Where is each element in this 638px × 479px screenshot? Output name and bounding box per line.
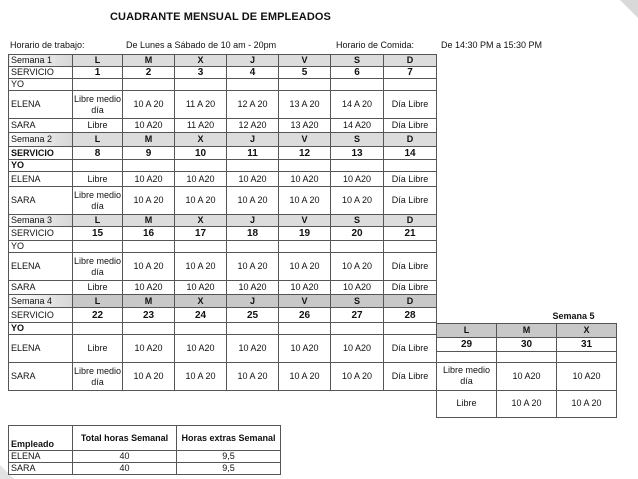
sara-shift-cell: 10 A 20 xyxy=(279,363,331,391)
sara-shift-cell: Día Libre xyxy=(384,281,437,295)
sheet-title: CUADRANTE MENSUAL DE EMPLEADOS xyxy=(110,11,331,23)
empty-cell xyxy=(331,323,384,335)
summary-header-total: Total horas Semanal xyxy=(73,426,177,451)
elena-shift-cell: 10 A 20 xyxy=(331,253,384,281)
day-header: S xyxy=(331,55,384,67)
summary-extra-hours: 9,5 xyxy=(177,451,281,463)
date-cell: 2 xyxy=(123,67,175,79)
day-header: D xyxy=(384,55,437,67)
date-cell: 6 xyxy=(331,67,384,79)
date-cell: 14 xyxy=(384,147,437,160)
empty-cell xyxy=(279,79,331,91)
date-cell: 27 xyxy=(331,308,384,323)
elena-shift-cell: 10 A20 xyxy=(123,172,175,187)
row-label-sara: SARA xyxy=(9,119,73,133)
empty-cell xyxy=(279,241,331,253)
row-label-sara: SARA xyxy=(9,187,73,215)
elena-shift-cell: 14 A 20 xyxy=(331,91,384,119)
day-header: S xyxy=(331,215,384,227)
date-cell: 3 xyxy=(175,67,227,79)
sara-shift-cell: Libre xyxy=(73,281,123,295)
week-label: Semana 4 xyxy=(9,295,73,308)
sara-shift-cell: 10 A20 xyxy=(331,281,384,295)
elena-shift-cell: 10 A20 xyxy=(279,172,331,187)
sara-shift-cell: 14 A20 xyxy=(331,119,384,133)
sara-shift-cell: 10 A 20 xyxy=(123,187,175,215)
empty-cell xyxy=(123,160,175,172)
summary-total-hours: 40 xyxy=(73,451,177,463)
elena-shift-cell: 10 A20 xyxy=(331,172,384,187)
day-header: V xyxy=(279,55,331,67)
week5-day-header: X xyxy=(557,323,617,337)
date-cell: 26 xyxy=(279,308,331,323)
sara-shift-cell: Día Libre xyxy=(384,187,437,215)
empty-cell xyxy=(123,79,175,91)
day-header: L xyxy=(73,215,123,227)
elena-shift-cell: Libre medio día xyxy=(73,253,123,281)
sara-shift-cell: 10 A 20 xyxy=(227,363,279,391)
row-label-servicio: SERVICIO xyxy=(9,147,73,160)
elena-shift-cell: 10 A20 xyxy=(331,335,384,363)
sara-shift-cell: 10 A20 xyxy=(227,281,279,295)
day-header: D xyxy=(384,215,437,227)
elena-shift-cell: 12 A 20 xyxy=(227,91,279,119)
date-cell: 4 xyxy=(227,67,279,79)
summary-employee-name: SARA xyxy=(9,463,73,475)
summary-header-extra: Horas extras Semanal xyxy=(177,426,281,451)
summary-extra-hours: 9,5 xyxy=(177,463,281,475)
summary-total-hours: 40 xyxy=(73,463,177,475)
date-cell: 1 xyxy=(73,67,123,79)
empty-cell xyxy=(227,79,279,91)
day-header: D xyxy=(384,295,437,308)
day-header: J xyxy=(227,295,279,308)
summary-employee-name: ELENA xyxy=(9,451,73,463)
week5-day-header: M xyxy=(497,323,557,337)
sara-shift-cell: 10 A 20 xyxy=(331,363,384,391)
date-cell: 9 xyxy=(123,147,175,160)
day-header: V xyxy=(279,133,331,147)
week5-sara-cell: Libre xyxy=(437,390,497,417)
row-label-servicio: SERVICIO xyxy=(9,67,73,79)
elena-shift-cell: 10 A20 xyxy=(175,172,227,187)
elena-shift-cell: 10 A20 xyxy=(227,335,279,363)
empty-cell xyxy=(384,241,437,253)
sara-shift-cell: 12 A20 xyxy=(227,119,279,133)
sara-shift-cell: 10 A20 xyxy=(123,281,175,295)
elena-shift-cell: Día Libre xyxy=(384,253,437,281)
day-header: M xyxy=(123,55,175,67)
empty-cell xyxy=(384,79,437,91)
empty-cell xyxy=(384,323,437,335)
day-header: S xyxy=(331,133,384,147)
schedule-grid xyxy=(8,54,437,391)
date-cell: 28 xyxy=(384,308,437,323)
week5-sara-cell: 10 A 20 xyxy=(557,390,617,417)
sara-shift-cell: Libre medio día xyxy=(73,363,123,391)
elena-shift-cell: Día Libre xyxy=(384,335,437,363)
row-label-elena: ELENA xyxy=(9,91,73,119)
day-header: M xyxy=(123,133,175,147)
elena-shift-cell: 10 A20 xyxy=(227,172,279,187)
date-cell: 11 xyxy=(227,147,279,160)
date-cell: 7 xyxy=(384,67,437,79)
date-cell: 16 xyxy=(123,227,175,241)
row-label-elena: ELENA xyxy=(9,172,73,187)
empty-cell xyxy=(175,160,227,172)
sara-shift-cell: 10 A 20 xyxy=(227,187,279,215)
week5-elena-cell: Libre medio día xyxy=(437,362,497,390)
row-label-elena: ELENA xyxy=(9,335,73,363)
date-cell: 10 xyxy=(175,147,227,160)
elena-shift-cell: Libre medio día xyxy=(73,91,123,119)
date-cell: 21 xyxy=(384,227,437,241)
empty-cell xyxy=(384,160,437,172)
sara-shift-cell: 10 A 20 xyxy=(175,363,227,391)
date-cell: 12 xyxy=(279,147,331,160)
elena-shift-cell: 11 A 20 xyxy=(175,91,227,119)
empty-cell xyxy=(227,323,279,335)
elena-shift-cell: Día Libre xyxy=(384,172,437,187)
sara-shift-cell: Día Libre xyxy=(384,363,437,391)
day-header: D xyxy=(384,133,437,147)
date-cell: 22 xyxy=(73,308,123,323)
week5-date: 31 xyxy=(557,337,617,351)
day-header: M xyxy=(123,215,175,227)
work-hours-value: De Lunes a Sábado de 10 am - 20pm xyxy=(126,40,277,50)
row-label-sara: SARA xyxy=(9,363,73,391)
week5-date: 29 xyxy=(437,337,497,351)
row-label-servicio: SERVICIO xyxy=(9,227,73,241)
sara-shift-cell: Libre medio día xyxy=(73,187,123,215)
date-cell: 18 xyxy=(227,227,279,241)
elena-shift-cell: Día Libre xyxy=(384,91,437,119)
week5-grid xyxy=(436,311,617,418)
day-header: L xyxy=(73,133,123,147)
elena-shift-cell: Libre xyxy=(73,172,123,187)
elena-shift-cell: 10 A 20 xyxy=(123,253,175,281)
sara-shift-cell: 13 A20 xyxy=(279,119,331,133)
date-cell: 15 xyxy=(73,227,123,241)
empty-cell xyxy=(175,79,227,91)
elena-shift-cell: 10 A20 xyxy=(123,335,175,363)
empty-cell xyxy=(175,323,227,335)
sara-shift-cell: 10 A20 xyxy=(123,119,175,133)
date-cell: 25 xyxy=(227,308,279,323)
work-hours-label: Horario de trabajo: xyxy=(10,40,85,50)
row-label-yo: YO xyxy=(9,323,73,335)
sara-shift-cell: 10 A20 xyxy=(175,281,227,295)
empty-cell xyxy=(73,79,123,91)
day-header: L xyxy=(73,55,123,67)
summary-table xyxy=(8,425,281,475)
day-header: J xyxy=(227,133,279,147)
day-header: X xyxy=(175,55,227,67)
date-cell: 23 xyxy=(123,308,175,323)
summary-header-employee: Empleado xyxy=(9,426,73,451)
empty-cell xyxy=(73,323,123,335)
sara-shift-cell: 10 A 20 xyxy=(123,363,175,391)
empty-cell xyxy=(331,160,384,172)
date-cell: 19 xyxy=(279,227,331,241)
elena-shift-cell: 10 A20 xyxy=(279,335,331,363)
empty-cell xyxy=(227,160,279,172)
week-label: Semana 3 xyxy=(9,215,73,227)
empty-cell xyxy=(73,160,123,172)
date-cell: 5 xyxy=(279,67,331,79)
corner-decoration xyxy=(620,0,638,18)
day-header: X xyxy=(175,133,227,147)
day-header: J xyxy=(227,55,279,67)
elena-shift-cell: Libre xyxy=(73,335,123,363)
row-label-elena: ELENA xyxy=(9,253,73,281)
elena-shift-cell: 10 A 20 xyxy=(227,253,279,281)
date-cell: 17 xyxy=(175,227,227,241)
empty-cell xyxy=(331,79,384,91)
week5-sara-cell: 10 A 20 xyxy=(497,390,557,417)
empty-cell xyxy=(227,241,279,253)
elena-shift-cell: 10 A 20 xyxy=(175,253,227,281)
sara-shift-cell: 10 A 20 xyxy=(175,187,227,215)
day-header: S xyxy=(331,295,384,308)
row-label-yo: YO xyxy=(9,160,73,172)
sara-shift-cell: Día Libre xyxy=(384,119,437,133)
empty-cell xyxy=(175,241,227,253)
row-label-yo: YO xyxy=(9,79,73,91)
day-header: V xyxy=(279,215,331,227)
day-header: M xyxy=(123,295,175,308)
week-label: Semana 2 xyxy=(9,133,73,147)
empty-cell xyxy=(331,241,384,253)
date-cell: 20 xyxy=(331,227,384,241)
meal-hours-label: Horario de Comida: xyxy=(336,40,415,50)
sara-shift-cell: 10 A 20 xyxy=(279,187,331,215)
row-label-sara: SARA xyxy=(9,281,73,295)
elena-shift-cell: 10 A20 xyxy=(175,335,227,363)
date-cell: 13 xyxy=(331,147,384,160)
week5-label: Semana 5 xyxy=(552,311,595,322)
elena-shift-cell: 10 A 20 xyxy=(279,253,331,281)
week5-date: 30 xyxy=(497,337,557,351)
day-header: X xyxy=(175,215,227,227)
empty-cell xyxy=(279,160,331,172)
empty-cell xyxy=(123,323,175,335)
empty-cell xyxy=(279,323,331,335)
elena-shift-cell: 10 A 20 xyxy=(123,91,175,119)
sara-shift-cell: 11 A20 xyxy=(175,119,227,133)
week5-elena-cell: 10 A20 xyxy=(497,362,557,390)
day-header: X xyxy=(175,295,227,308)
day-header: V xyxy=(279,295,331,308)
sara-shift-cell: 10 A 20 xyxy=(331,187,384,215)
elena-shift-cell: 13 A 20 xyxy=(279,91,331,119)
row-label-servicio: SERVICIO xyxy=(9,308,73,323)
week-label: Semana 1 xyxy=(9,55,73,67)
day-header: L xyxy=(73,295,123,308)
sara-shift-cell: Libre xyxy=(73,119,123,133)
row-label-yo: YO xyxy=(9,241,73,253)
week5-day-header: L xyxy=(437,323,497,337)
empty-cell xyxy=(123,241,175,253)
week5-elena-cell: 10 A20 xyxy=(557,362,617,390)
meal-hours-value: De 14:30 PM a 15:30 PM xyxy=(441,40,543,50)
date-cell: 24 xyxy=(175,308,227,323)
day-header: J xyxy=(227,215,279,227)
date-cell: 8 xyxy=(73,147,123,160)
empty-cell xyxy=(73,241,123,253)
sara-shift-cell: 10 A20 xyxy=(279,281,331,295)
